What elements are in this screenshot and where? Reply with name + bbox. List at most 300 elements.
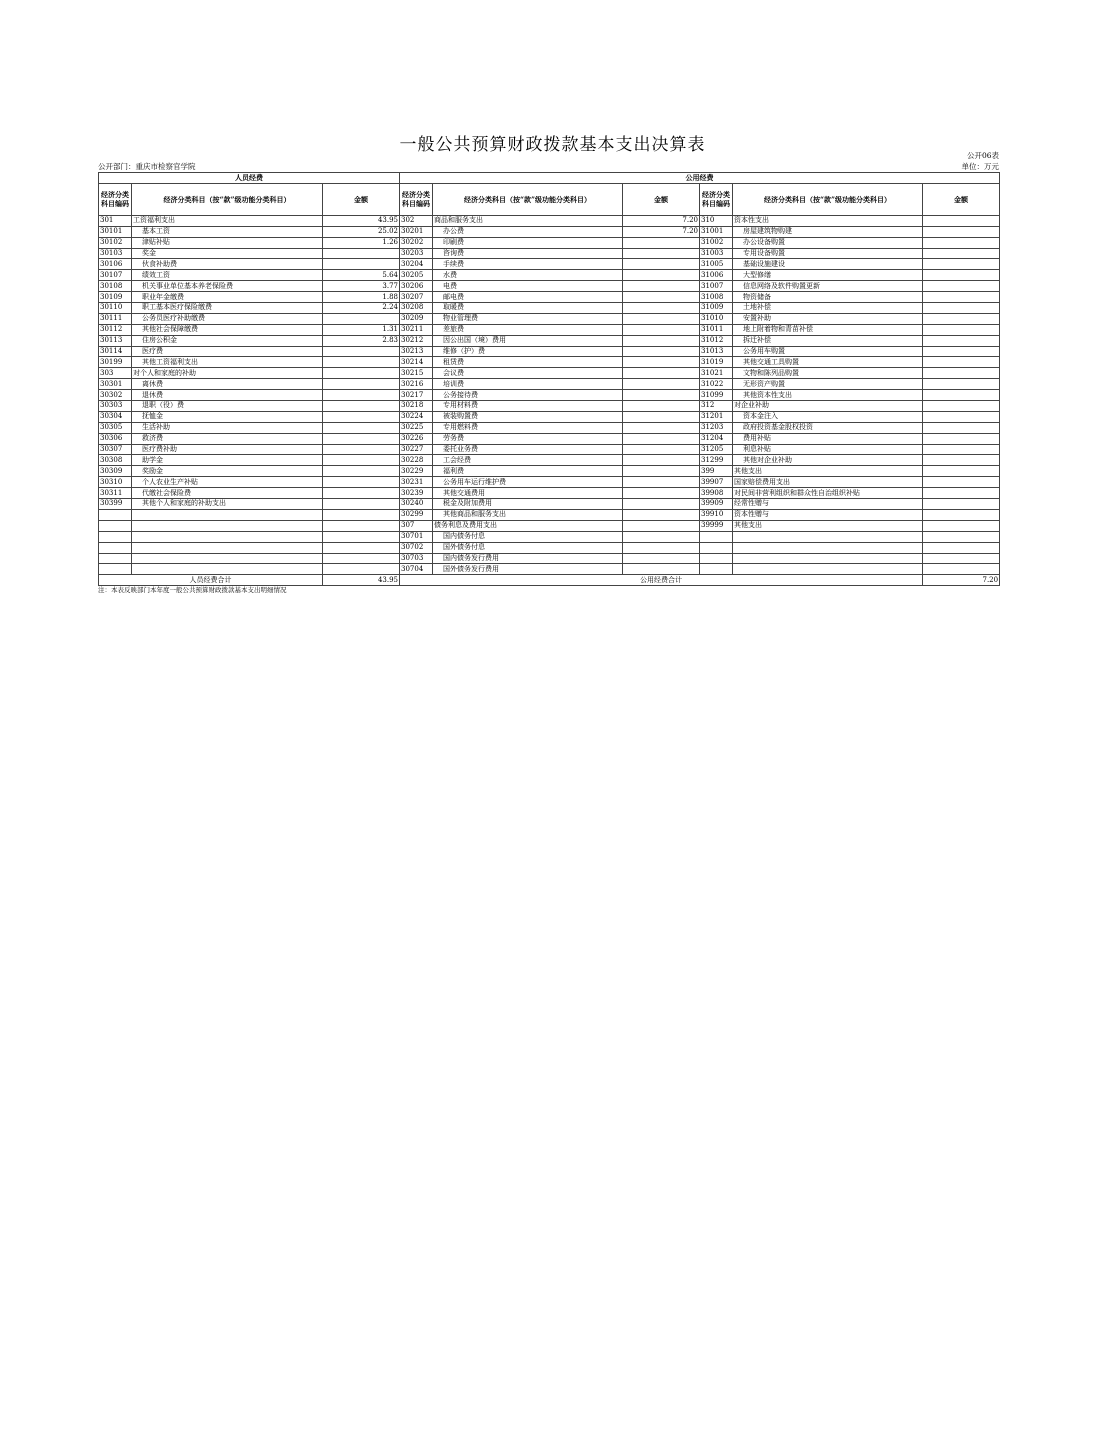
item-cell <box>132 564 323 575</box>
item-cell: 电费 <box>433 281 623 292</box>
item-cell: 退职（役）费 <box>132 401 323 412</box>
code-cell: 30206 <box>400 281 433 292</box>
item-cell <box>132 520 323 531</box>
code-cell: 30101 <box>99 226 132 237</box>
item-cell: 租赁费 <box>433 357 623 368</box>
amount-cell <box>923 313 1000 324</box>
amount-cell <box>923 444 1000 455</box>
code-cell: 30199 <box>99 357 132 368</box>
item-cell: 专用设备购置 <box>733 248 923 259</box>
item-cell: 代缴社会保险费 <box>132 488 323 499</box>
amount-cell <box>923 542 1000 553</box>
code-cell: 30211 <box>400 324 433 335</box>
code-cell: 30703 <box>400 553 433 564</box>
item-cell: 职业年金缴费 <box>132 292 323 303</box>
col-header-code: 经济分类科目编码 <box>700 183 733 215</box>
amount-cell <box>923 324 1000 335</box>
table-row <box>99 564 1000 575</box>
col-header-item: 经济分类科目（按“款”级功能分类科目） <box>132 183 323 215</box>
code-cell: 30303 <box>99 401 132 412</box>
code-cell: 30114 <box>99 346 132 357</box>
amount-cell: 3.77 <box>323 281 400 292</box>
item-cell <box>733 542 923 553</box>
department-label: 公开部门：重庆市检察官学院 <box>98 162 196 171</box>
item-cell: 物资储备 <box>733 292 923 303</box>
code-cell: 30108 <box>99 281 132 292</box>
table-row <box>99 466 1000 477</box>
amount-cell <box>323 542 400 553</box>
item-cell: 国外债务付息 <box>433 542 623 553</box>
amount-cell <box>623 520 700 531</box>
code-cell: 30226 <box>400 433 433 444</box>
amount-cell <box>923 259 1000 270</box>
item-cell: 取暖费 <box>433 303 623 314</box>
amount-cell <box>623 357 700 368</box>
code-cell: 31008 <box>700 292 733 303</box>
amount-cell <box>623 422 700 433</box>
table-row <box>99 303 1000 314</box>
item-cell: 其他支出 <box>733 466 923 477</box>
code-cell: 30107 <box>99 270 132 281</box>
item-cell <box>132 531 323 542</box>
code-cell <box>99 553 132 564</box>
code-cell: 30305 <box>99 422 132 433</box>
code-cell: 310 <box>700 215 733 226</box>
table-row <box>99 259 1000 270</box>
code-cell: 31006 <box>700 270 733 281</box>
item-cell: 其他支出 <box>733 520 923 531</box>
amount-cell <box>923 564 1000 575</box>
amount-cell <box>923 346 1000 357</box>
item-cell <box>733 531 923 542</box>
table-row <box>99 411 1000 422</box>
amount-cell <box>923 270 1000 281</box>
code-cell: 30203 <box>400 248 433 259</box>
item-cell: 津贴补贴 <box>132 237 323 248</box>
item-cell: 奖励金 <box>132 466 323 477</box>
amount-cell <box>623 499 700 510</box>
code-cell: 31205 <box>700 444 733 455</box>
amount-cell <box>923 455 1000 466</box>
item-cell: 会议费 <box>433 368 623 379</box>
item-cell: 退休费 <box>132 390 323 401</box>
col-header-code: 经济分类科目编码 <box>400 183 433 215</box>
table-row <box>99 270 1000 281</box>
code-cell: 30302 <box>99 390 132 401</box>
item-cell: 物业管理费 <box>433 313 623 324</box>
code-cell: 30311 <box>99 488 132 499</box>
amount-cell <box>323 259 400 270</box>
amount-cell <box>323 433 400 444</box>
item-cell <box>132 553 323 564</box>
amount-cell <box>923 422 1000 433</box>
amount-cell: 1.31 <box>323 324 400 335</box>
item-cell: 资本性赠与 <box>733 509 923 520</box>
code-cell: 31012 <box>700 335 733 346</box>
item-cell: 经常性赠与 <box>733 499 923 510</box>
table-row <box>99 433 1000 444</box>
code-cell: 30704 <box>400 564 433 575</box>
amount-cell <box>623 411 700 422</box>
code-cell <box>99 542 132 553</box>
table-row <box>99 422 1000 433</box>
table-row <box>99 379 1000 390</box>
code-cell: 30202 <box>400 237 433 248</box>
item-cell: 其他交通费用 <box>433 488 623 499</box>
code-cell: 30307 <box>99 444 132 455</box>
code-cell: 307 <box>400 520 433 531</box>
item-cell: 助学金 <box>132 455 323 466</box>
amount-cell <box>623 292 700 303</box>
item-cell <box>733 564 923 575</box>
code-cell <box>99 520 132 531</box>
amount-cell <box>323 422 400 433</box>
amount-cell <box>323 499 400 510</box>
item-cell: 其他社会保障缴费 <box>132 324 323 335</box>
amount-cell <box>923 215 1000 226</box>
item-cell: 国内债务付息 <box>433 531 623 542</box>
table-row <box>99 455 1000 466</box>
item-cell: 福利费 <box>433 466 623 477</box>
amount-cell <box>923 466 1000 477</box>
code-cell <box>99 509 132 520</box>
item-cell: 医疗费补助 <box>132 444 323 455</box>
code-cell: 30229 <box>400 466 433 477</box>
public-total-value: 7.20 <box>923 575 1000 586</box>
amount-cell <box>623 477 700 488</box>
item-cell: 被装购置费 <box>433 411 623 422</box>
table-row <box>99 444 1000 455</box>
amount-cell <box>923 477 1000 488</box>
table-row <box>99 477 1000 488</box>
item-cell: 基本工资 <box>132 226 323 237</box>
amount-cell <box>623 237 700 248</box>
item-cell: 水费 <box>433 270 623 281</box>
code-cell: 31009 <box>700 303 733 314</box>
amount-cell <box>923 335 1000 346</box>
amount-cell <box>323 444 400 455</box>
amount-cell <box>323 564 400 575</box>
amount-cell <box>923 357 1000 368</box>
item-cell: 工会经费 <box>433 455 623 466</box>
code-cell <box>99 531 132 542</box>
item-cell: 基础设施建设 <box>733 259 923 270</box>
amount-cell <box>623 390 700 401</box>
item-cell <box>132 542 323 553</box>
amount-cell: 7.20 <box>623 215 700 226</box>
code-cell: 30214 <box>400 357 433 368</box>
amount-cell <box>623 444 700 455</box>
amount-cell <box>923 281 1000 292</box>
amount-cell <box>323 553 400 564</box>
item-cell: 专用材料费 <box>433 401 623 412</box>
unit-label: 单位：万元 <box>961 162 999 171</box>
code-cell: 30213 <box>400 346 433 357</box>
amount-cell <box>923 509 1000 520</box>
amount-cell <box>923 401 1000 412</box>
item-cell: 因公出国（境）费用 <box>433 335 623 346</box>
item-cell: 政府投资基金股权投资 <box>733 422 923 433</box>
amount-cell: 25.02 <box>323 226 400 237</box>
item-cell: 住房公积金 <box>132 335 323 346</box>
code-cell: 31021 <box>700 368 733 379</box>
amount-cell <box>923 488 1000 499</box>
amount-cell <box>623 248 700 259</box>
code-cell: 30309 <box>99 466 132 477</box>
amount-cell <box>623 324 700 335</box>
amount-cell <box>623 564 700 575</box>
code-cell: 30106 <box>99 259 132 270</box>
table-row <box>99 215 1000 226</box>
table-row <box>99 488 1000 499</box>
col-header-item: 经济分类科目（按“款”级功能分类科目） <box>433 183 623 215</box>
amount-cell <box>323 531 400 542</box>
amount-cell <box>323 401 400 412</box>
amount-cell <box>623 335 700 346</box>
code-cell: 30310 <box>99 477 132 488</box>
item-cell: 对民间非营利组织和群众性自治组织补贴 <box>733 488 923 499</box>
item-cell: 安置补助 <box>733 313 923 324</box>
item-cell: 信息网络及软件购置更新 <box>733 281 923 292</box>
amount-cell <box>923 411 1000 422</box>
code-cell: 39908 <box>700 488 733 499</box>
item-cell: 办公费 <box>433 226 623 237</box>
code-cell: 31022 <box>700 379 733 390</box>
table-row <box>99 248 1000 259</box>
table-row <box>99 281 1000 292</box>
amount-cell <box>923 237 1000 248</box>
expenditure-table <box>98 172 1000 586</box>
code-cell <box>700 564 733 575</box>
col-header-amount: 金额 <box>923 183 1000 215</box>
code-cell: 30399 <box>99 499 132 510</box>
code-cell: 31001 <box>700 226 733 237</box>
col-header-code: 经济分类科目编码 <box>99 183 132 215</box>
item-cell: 其他商品和服务支出 <box>433 509 623 520</box>
code-cell: 30205 <box>400 270 433 281</box>
code-cell: 39907 <box>700 477 733 488</box>
amount-cell <box>623 281 700 292</box>
table-body <box>99 215 1000 574</box>
amount-cell <box>323 455 400 466</box>
item-cell: 印刷费 <box>433 237 623 248</box>
item-cell: 救济费 <box>132 433 323 444</box>
item-cell: 办公设备购置 <box>733 237 923 248</box>
code-cell: 30306 <box>99 433 132 444</box>
code-cell: 30112 <box>99 324 132 335</box>
code-cell: 302 <box>400 215 433 226</box>
item-cell: 对个人和家庭的补助 <box>132 368 323 379</box>
amount-cell <box>323 466 400 477</box>
table-row <box>99 335 1000 346</box>
code-cell: 30299 <box>400 509 433 520</box>
item-cell: 职工基本医疗保险缴费 <box>132 303 323 314</box>
item-cell: 房屋建筑物购建 <box>733 226 923 237</box>
code-cell: 31201 <box>700 411 733 422</box>
amount-cell <box>623 313 700 324</box>
code-cell: 31002 <box>700 237 733 248</box>
code-cell: 31203 <box>700 422 733 433</box>
item-cell: 差旅费 <box>433 324 623 335</box>
table-row <box>99 509 1000 520</box>
code-cell: 30701 <box>400 531 433 542</box>
item-cell: 公务员医疗补助缴费 <box>132 313 323 324</box>
code-cell: 30240 <box>400 499 433 510</box>
col-header-amount: 金额 <box>623 183 700 215</box>
item-cell: 机关事业单位基本养老保险费 <box>132 281 323 292</box>
code-cell: 30102 <box>99 237 132 248</box>
item-cell: 无形资产购置 <box>733 379 923 390</box>
code-cell: 39909 <box>700 499 733 510</box>
code-cell: 30215 <box>400 368 433 379</box>
amount-cell: 2.24 <box>323 303 400 314</box>
amount-cell <box>923 292 1000 303</box>
table-row <box>99 292 1000 303</box>
item-cell: 绩效工资 <box>132 270 323 281</box>
amount-cell <box>323 509 400 520</box>
item-cell: 公务接待费 <box>433 390 623 401</box>
item-cell: 地上附着物和青苗补偿 <box>733 324 923 335</box>
code-cell <box>99 564 132 575</box>
code-cell: 31013 <box>700 346 733 357</box>
amount-cell <box>923 379 1000 390</box>
item-cell: 大型修缮 <box>733 270 923 281</box>
item-cell: 抚恤金 <box>132 411 323 422</box>
amount-cell <box>323 488 400 499</box>
code-cell <box>700 542 733 553</box>
code-cell: 39999 <box>700 520 733 531</box>
code-cell: 30113 <box>99 335 132 346</box>
code-cell: 31003 <box>700 248 733 259</box>
section-header-public: 公用经费 <box>400 173 1000 184</box>
item-cell: 劳务费 <box>433 433 623 444</box>
code-cell: 30209 <box>400 313 433 324</box>
amount-cell: 1.88 <box>323 292 400 303</box>
item-cell: 伙食补助费 <box>132 259 323 270</box>
table-row <box>99 237 1000 248</box>
amount-cell <box>623 346 700 357</box>
code-cell <box>700 553 733 564</box>
item-cell: 咨询费 <box>433 248 623 259</box>
item-cell: 其他对企业补助 <box>733 455 923 466</box>
table-row <box>99 401 1000 412</box>
code-cell: 30304 <box>99 411 132 422</box>
item-cell: 公务用车购置 <box>733 346 923 357</box>
item-cell: 其他资本性支出 <box>733 390 923 401</box>
code-cell: 30218 <box>400 401 433 412</box>
item-cell: 委托业务费 <box>433 444 623 455</box>
item-cell: 税金及附加费用 <box>433 499 623 510</box>
amount-cell: 43.95 <box>323 215 400 226</box>
amount-cell <box>623 270 700 281</box>
item-cell: 债务利息及费用支出 <box>433 520 623 531</box>
code-cell: 31099 <box>700 390 733 401</box>
item-cell: 国内债务发行费用 <box>433 553 623 564</box>
personnel-total-value: 43.95 <box>323 575 400 586</box>
amount-cell <box>323 477 400 488</box>
amount-cell <box>623 368 700 379</box>
amount-cell <box>323 411 400 422</box>
amount-cell: 1.26 <box>323 237 400 248</box>
code-cell: 31204 <box>700 433 733 444</box>
code-cell: 31007 <box>700 281 733 292</box>
code-cell: 31299 <box>700 455 733 466</box>
item-cell: 专用燃料费 <box>433 422 623 433</box>
table-row <box>99 390 1000 401</box>
item-cell: 奖金 <box>132 248 323 259</box>
personnel-total-label: 人员经费合计 <box>99 575 323 586</box>
item-cell: 离休费 <box>132 379 323 390</box>
amount-cell <box>623 531 700 542</box>
item-cell: 商品和服务支出 <box>433 215 623 226</box>
item-cell: 手续费 <box>433 259 623 270</box>
table-row <box>99 553 1000 564</box>
code-cell: 30110 <box>99 303 132 314</box>
amount-cell <box>623 433 700 444</box>
code-cell: 30103 <box>99 248 132 259</box>
table-row <box>99 542 1000 553</box>
amount-cell <box>623 488 700 499</box>
item-cell: 拆迁补偿 <box>733 335 923 346</box>
amount-cell <box>323 357 400 368</box>
amount-cell <box>623 466 700 477</box>
item-cell: 公务用车运行维护费 <box>433 477 623 488</box>
table-row <box>99 226 1000 237</box>
code-cell: 30239 <box>400 488 433 499</box>
public-total-label: 公用经费合计 <box>400 575 923 586</box>
footnote: 注：本表反映部门本年度一般公共预算财政拨款基本支出明细情况 <box>98 586 287 594</box>
amount-cell <box>323 248 400 259</box>
amount-cell <box>323 346 400 357</box>
item-cell: 资本性支出 <box>733 215 923 226</box>
amount-cell <box>623 303 700 314</box>
amount-cell <box>323 390 400 401</box>
code-cell: 30216 <box>400 379 433 390</box>
amount-cell <box>623 509 700 520</box>
amount-cell <box>323 379 400 390</box>
page-title: 一般公共预算财政拨款基本支出决算表 <box>399 135 706 155</box>
item-cell: 个人农业生产补贴 <box>132 477 323 488</box>
code-cell: 31011 <box>700 324 733 335</box>
amount-cell <box>623 542 700 553</box>
item-cell: 其他工资福利支出 <box>132 357 323 368</box>
code-cell: 30217 <box>400 390 433 401</box>
item-cell: 国家赔偿费用支出 <box>733 477 923 488</box>
table-row <box>99 324 1000 335</box>
code-cell: 303 <box>99 368 132 379</box>
code-cell: 399 <box>700 466 733 477</box>
code-cell: 30225 <box>400 422 433 433</box>
code-cell: 30224 <box>400 411 433 422</box>
code-cell: 39910 <box>700 509 733 520</box>
table-row <box>99 531 1000 542</box>
amount-cell: 7.20 <box>623 226 700 237</box>
amount-cell <box>323 520 400 531</box>
item-cell: 费用补贴 <box>733 433 923 444</box>
code-cell: 301 <box>99 215 132 226</box>
item-cell <box>132 509 323 520</box>
amount-cell: 2.83 <box>323 335 400 346</box>
amount-cell <box>923 553 1000 564</box>
item-cell: 培训费 <box>433 379 623 390</box>
code-cell: 30228 <box>400 455 433 466</box>
code-cell <box>700 531 733 542</box>
code-cell: 30201 <box>400 226 433 237</box>
code-cell: 31010 <box>700 313 733 324</box>
amount-cell <box>923 248 1000 259</box>
item-cell: 工资福利支出 <box>132 215 323 226</box>
code-cell: 30109 <box>99 292 132 303</box>
